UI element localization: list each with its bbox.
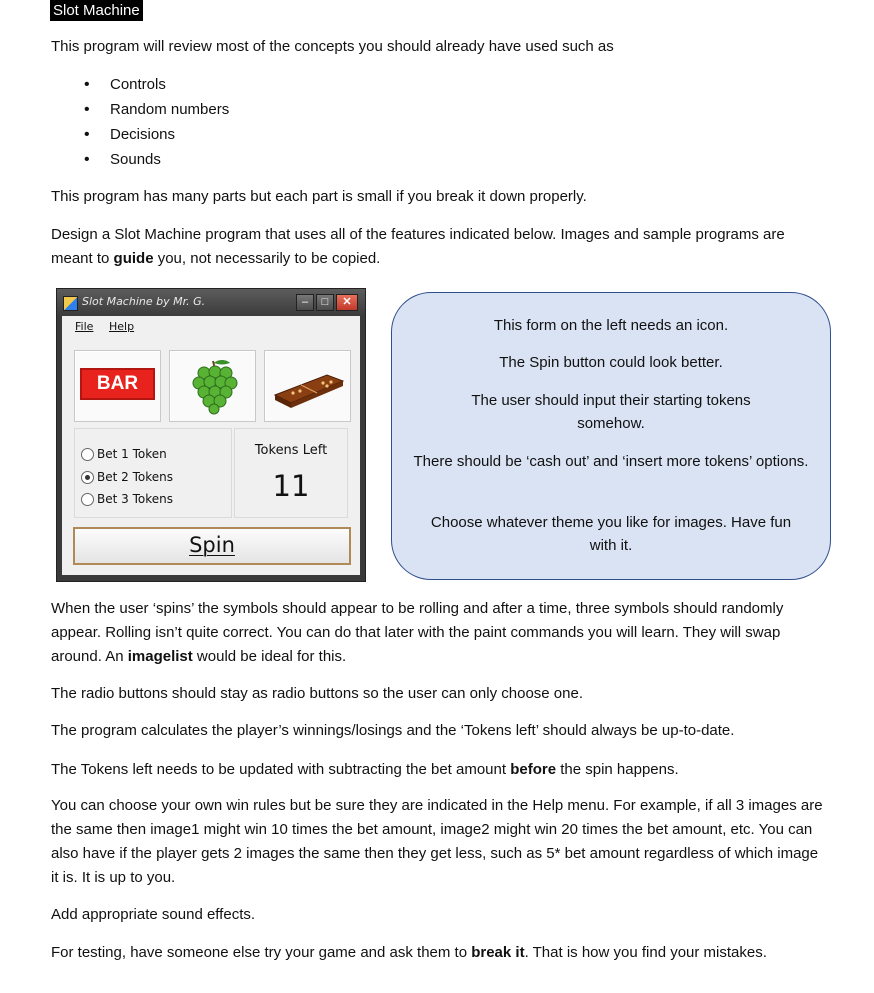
spin-button[interactable] xyxy=(73,527,351,565)
callout-note: There should be ‘cash out’ and ‘insert more tokens’ options. xyxy=(413,453,809,470)
window-title: Slot Machine by Mr. G. xyxy=(82,295,206,308)
minimize-button[interactable]: – xyxy=(296,294,314,311)
concept-list xyxy=(82,72,229,172)
spin-paragraph: When the user ‘spins’ the symbols should appear to be rolling and after a time, three symbols should randomly appear. Rolling isn’t quite correct. You can do that later with the paint commands you will learn. They will swap around. An imagelist would be ideal for this. xyxy=(51,600,784,665)
document-title: Slot Machine xyxy=(50,0,143,21)
reel-left xyxy=(74,350,161,422)
tokens-note: The Tokens left needs to be updated with subtracting the bet amount before the spin happens. xyxy=(51,761,679,778)
intro-text: This program will review most of the concepts you should already have used such as xyxy=(51,38,614,55)
callout-note: The user should input their starting tokens somehow. xyxy=(471,392,751,432)
radio-icon xyxy=(81,448,94,461)
tokens-panel xyxy=(234,428,348,518)
maximize-button[interactable]: □ xyxy=(316,294,334,311)
list-item: • Random numbers xyxy=(82,97,229,122)
grapes-icon xyxy=(184,357,242,415)
window-client-area xyxy=(62,316,360,575)
list-item: • Decisions xyxy=(82,122,229,147)
design-paragraph: Design a Slot Machine program that uses all of the features indicated below. Images and sample programs are meant to guide you, not necessarily to be copied. xyxy=(51,226,785,267)
sound-note: Add appropriate sound effects. xyxy=(51,906,256,923)
parts-note: This program has many parts but each part is small if you break it down properly. xyxy=(51,188,587,205)
slot-machine-window xyxy=(56,288,366,582)
reel-middle xyxy=(169,350,256,422)
domino-icon xyxy=(269,369,346,409)
radio-icon xyxy=(81,493,94,506)
close-button[interactable]: ✕ xyxy=(336,294,358,311)
callout-note: Choose whatever theme you like for images. Have fun with it. xyxy=(430,514,792,554)
window-titlebar[interactable] xyxy=(57,289,365,316)
callout-note: The Spin button could look better. xyxy=(499,354,723,371)
app-icon xyxy=(63,296,78,311)
testing-note: For testing, have someone else try your game and ask them to break it. That is how you find your mistakes. xyxy=(51,944,767,961)
menu-file[interactable]: File xyxy=(75,320,94,333)
calc-note: The program calculates the player’s winnings/losings and the ‘Tokens left’ should always be up-to-date. xyxy=(51,722,735,739)
list-item: • Controls xyxy=(82,72,229,97)
bar-symbol: BAR xyxy=(80,368,155,400)
callout-note: This form on the left needs an icon. xyxy=(493,317,729,334)
list-item: • Sounds xyxy=(82,147,229,172)
bet-group: Bet 1 Token Bet 2 Tokens Bet 3 Tokens xyxy=(74,428,232,518)
radio-note: The radio buttons should stay as radio buttons so the user can only choose one. xyxy=(51,685,584,702)
radio-checked-icon xyxy=(81,471,94,484)
menu-bar xyxy=(62,316,360,338)
notes-callout xyxy=(391,292,831,580)
spin-label: Spin xyxy=(189,533,235,557)
reel-right xyxy=(264,350,351,422)
rules-note: You can choose your own win rules but be sure they are indicated in the Help menu. For example, if all 3 images are the same then image1 might win 10 times the bet amount, image2 might win 20 times the bet amount, etc. You can also have if the player gets 2 images the same then they get less, such as 5* bet amount regardless of which image it is. It is up to you. xyxy=(51,797,823,886)
tokens-left-label: Tokens Left xyxy=(254,443,328,458)
tokens-left-value: 11 xyxy=(272,469,310,503)
menu-help[interactable]: Help xyxy=(109,320,135,333)
